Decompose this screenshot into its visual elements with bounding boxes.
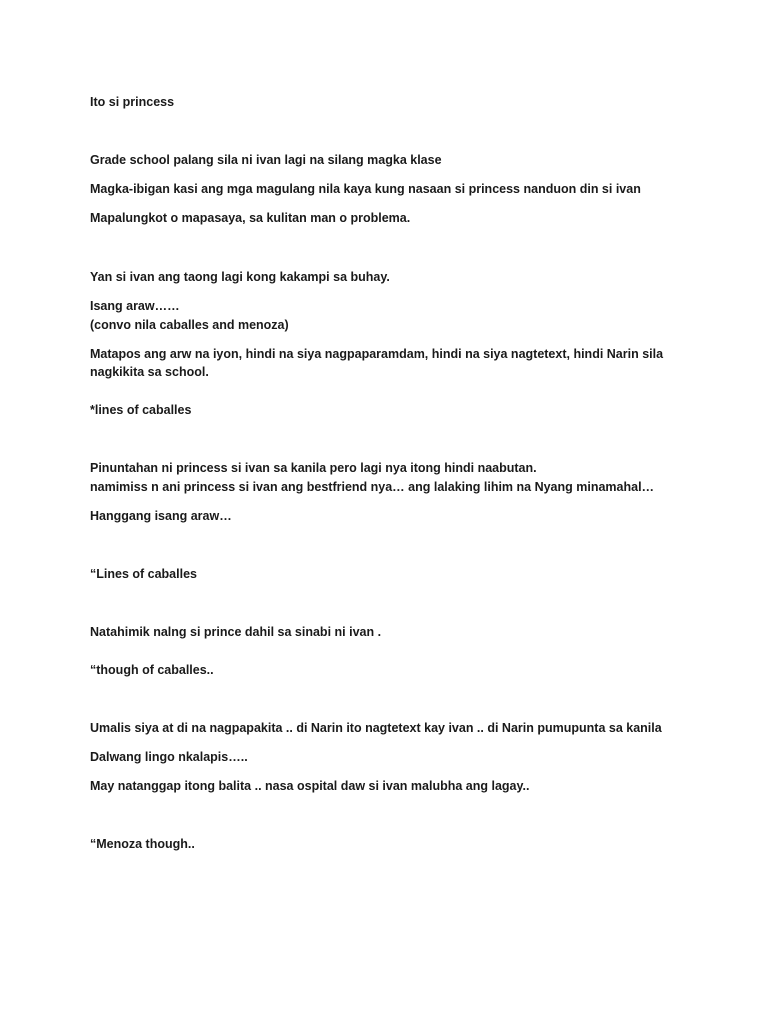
text-line: “Menoza though.. xyxy=(90,837,195,851)
text-line: Hanggang isang araw… xyxy=(90,509,232,523)
text-line: Matapos ang arw na iyon, hindi na siya nagpaparamdam, hindi na siya nagtetext, hindi Narin sila xyxy=(90,347,664,361)
text-line: *lines of caballes xyxy=(90,403,192,417)
text-line: Umalis siya at di na nagpapakita .. di Narin ito nagtetext kay ivan .. di Narin pumupunta sa kanila xyxy=(90,721,662,735)
text-line: namimiss n ani princess si ivan ang bestfriend nya… ang lalaking lihim na Nyang minamahal… xyxy=(90,480,655,494)
text-line: Dalwang lingo nkalapis….. xyxy=(90,750,248,764)
text-line: Isang araw…… xyxy=(90,299,180,313)
text-line: May natanggap itong balita .. nasa ospital daw si ivan malubha ang lagay.. xyxy=(90,779,530,793)
text-line: Natahimik nalng si prince dahil sa sinabi ni ivan . xyxy=(90,625,382,639)
text-line: Pinuntahan ni princess si ivan sa kanila pero lagi nya itong hindi naabutan. xyxy=(90,461,537,475)
text-line: Ito si princess xyxy=(90,95,175,109)
text-line: nagkikita sa school. xyxy=(90,365,209,379)
text-line: Yan si ivan ang taong lagi kong kakampi sa buhay. xyxy=(90,270,390,284)
text-line: Grade school palang sila ni ivan lagi na silang magka klase xyxy=(90,153,442,167)
text-line: Magka-ibigan kasi ang mga magulang nila kaya kung nasaan si princess nanduon din si ivan xyxy=(90,182,641,196)
text-line: “though of caballes.. xyxy=(90,663,214,677)
text-line: “Lines of caballes xyxy=(90,567,197,581)
text-line: Mapalungkot o mapasaya, sa kulitan man o problema. xyxy=(90,211,411,225)
text-line: (convo nila caballes and menoza) xyxy=(90,318,289,332)
